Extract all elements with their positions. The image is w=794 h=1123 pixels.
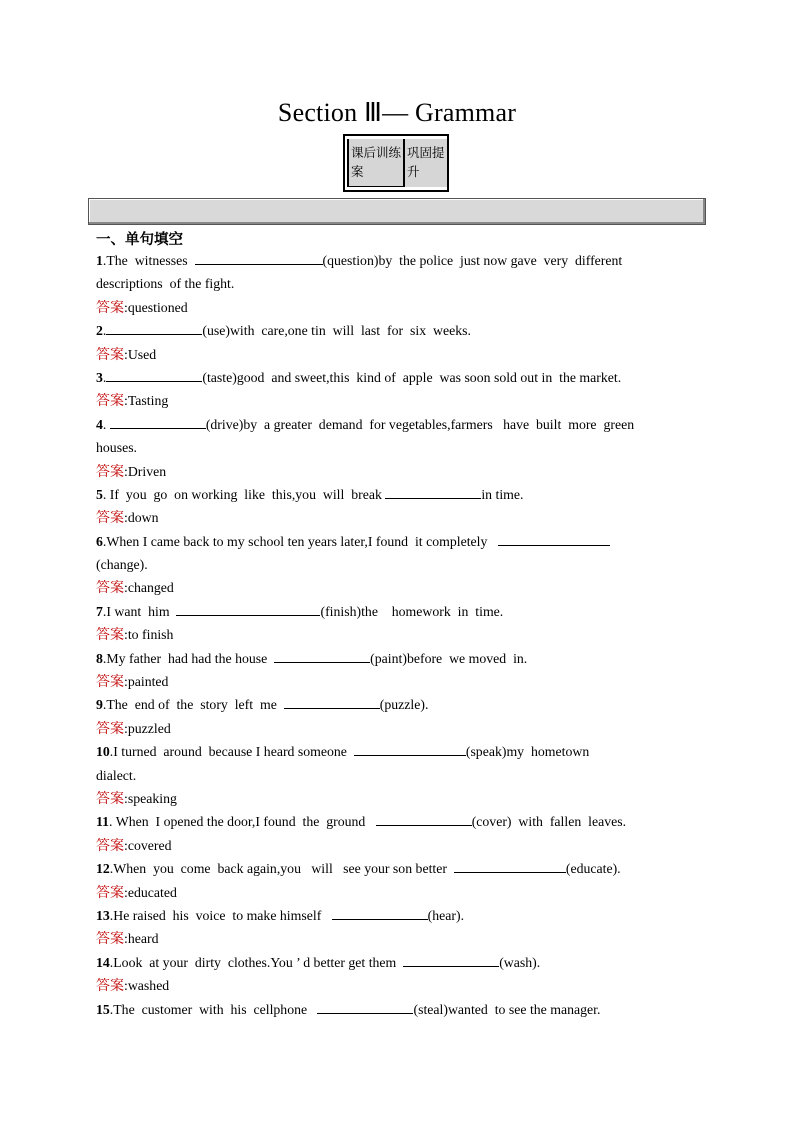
question-line bbox=[96, 647, 676, 670]
badge-underline bbox=[349, 186, 403, 187]
answer-line bbox=[96, 834, 676, 857]
question-text: (change). bbox=[96, 557, 148, 573]
question-number: 11 bbox=[96, 814, 110, 830]
answer-line bbox=[96, 787, 676, 810]
question-number: 14 bbox=[96, 954, 110, 970]
question-text: . bbox=[102, 369, 107, 385]
question-number: 4 bbox=[96, 416, 103, 432]
question-number: 5 bbox=[96, 486, 103, 502]
question-line bbox=[96, 366, 676, 389]
answer-label: 答案 bbox=[96, 837, 124, 854]
answer-label: 答案 bbox=[96, 674, 124, 691]
answer-blank[interactable] bbox=[403, 951, 499, 967]
answer-line bbox=[96, 343, 676, 366]
question-text: (paint)before we moved in. bbox=[370, 650, 528, 666]
question-text: houses. bbox=[96, 440, 138, 456]
question-text: .The end of the story left me bbox=[102, 697, 284, 713]
answer-label: 答案 bbox=[96, 580, 124, 597]
answer-value: :Used bbox=[124, 346, 157, 362]
answer-value: :educated bbox=[124, 884, 177, 900]
answer-value: :Tasting bbox=[124, 393, 169, 409]
question-text: (educate). bbox=[565, 861, 621, 877]
question-line bbox=[96, 436, 676, 459]
answer-label: 答案 bbox=[96, 510, 124, 527]
answer-value: :painted bbox=[124, 674, 169, 690]
question-text: .Look at your dirty clothes.You ’ d better get them bbox=[109, 954, 404, 970]
answer-line bbox=[96, 717, 676, 740]
badge-right-cell: 巩固提升 bbox=[405, 139, 447, 187]
answer-value: :changed bbox=[124, 580, 174, 596]
answer-blank[interactable] bbox=[454, 857, 566, 873]
question-text: dialect. bbox=[96, 767, 137, 783]
course-badge bbox=[343, 134, 449, 192]
question-text: (question)by the police just now gave very different bbox=[322, 253, 623, 268]
answer-line bbox=[96, 506, 676, 529]
question-text: (wash). bbox=[499, 954, 541, 970]
question-text: (drive)by a greater demand for vegetables,farmers have built more green bbox=[205, 416, 635, 432]
question-list bbox=[96, 249, 676, 1021]
question-line bbox=[96, 904, 676, 927]
question-number: 7 bbox=[96, 603, 103, 619]
answer-label: 答案 bbox=[96, 346, 124, 363]
question-number: 10 bbox=[96, 744, 110, 760]
answer-blank[interactable] bbox=[106, 366, 202, 382]
answer-label: 答案 bbox=[96, 978, 124, 995]
answer-line bbox=[96, 460, 676, 483]
question-line bbox=[96, 319, 676, 342]
question-text: . bbox=[102, 323, 107, 339]
answer-value: :questioned bbox=[124, 299, 188, 315]
question-number: 15 bbox=[96, 1001, 110, 1017]
answer-blank[interactable] bbox=[106, 319, 202, 335]
question-text: . If you go on working like this,you will break bbox=[102, 486, 386, 502]
question-line bbox=[96, 693, 676, 716]
answer-blank[interactable] bbox=[498, 530, 610, 546]
question-text: .I want him bbox=[102, 603, 177, 619]
question-text: (finish)the homework in time. bbox=[320, 603, 504, 619]
question-line bbox=[96, 810, 676, 833]
answer-blank[interactable] bbox=[274, 647, 370, 663]
question-text: .The customer with his cellphone bbox=[109, 1001, 318, 1017]
question-text: . bbox=[102, 416, 110, 432]
question-text: (cover) with fallen leaves. bbox=[471, 814, 627, 830]
answer-blank[interactable] bbox=[385, 483, 481, 499]
question-line bbox=[96, 998, 676, 1021]
answer-line bbox=[96, 974, 676, 997]
answer-line bbox=[96, 881, 676, 904]
question-line bbox=[96, 483, 676, 506]
answer-line bbox=[96, 670, 676, 693]
answer-label: 答案 bbox=[96, 790, 124, 807]
question-line bbox=[96, 857, 676, 880]
question-line bbox=[96, 272, 676, 295]
answer-value: :to finish bbox=[124, 627, 174, 643]
question-text: .When I came back to my school ten years later,I found it completely bbox=[102, 533, 498, 549]
question-text: (puzzle). bbox=[379, 697, 429, 713]
question-text: .The witnesses bbox=[102, 253, 195, 268]
answer-value: :heard bbox=[124, 931, 159, 947]
question-text: (use)with care,one tin will last for six weeks. bbox=[202, 323, 471, 339]
question-text: .My father had had the house bbox=[102, 650, 275, 666]
question-text: .He raised his voice to make himself bbox=[109, 907, 332, 923]
answer-value: :down bbox=[124, 510, 159, 526]
answer-label: 答案 bbox=[96, 299, 124, 316]
answer-value: :speaking bbox=[124, 790, 177, 806]
question-text: (speak)my hometown bbox=[465, 744, 590, 760]
question-text: (taste)good and sweet,this kind of apple was soon sold out in the market. bbox=[202, 369, 622, 385]
answer-line bbox=[96, 927, 676, 950]
answer-blank[interactable] bbox=[110, 413, 206, 429]
question-text: in time. bbox=[481, 486, 524, 502]
answer-blank[interactable] bbox=[284, 693, 380, 709]
answer-blank[interactable] bbox=[195, 249, 323, 265]
question-line bbox=[96, 553, 676, 576]
question-line bbox=[96, 764, 676, 787]
section-heading: 一、单句填空 bbox=[96, 232, 183, 248]
answer-label: 答案 bbox=[96, 884, 124, 901]
question-number: 8 bbox=[96, 650, 103, 666]
answer-blank[interactable] bbox=[354, 740, 466, 756]
question-number: 2 bbox=[96, 323, 103, 339]
answer-line bbox=[96, 623, 676, 646]
answer-line bbox=[96, 296, 676, 319]
question-text: .I turned around because I heard someone bbox=[109, 744, 354, 760]
badge-left-cell: 课后训练案 bbox=[347, 139, 405, 187]
question-text: descriptions of the fight. bbox=[96, 276, 235, 292]
question-line bbox=[96, 530, 676, 553]
answer-value: :Driven bbox=[124, 463, 167, 479]
question-number: 1 bbox=[96, 253, 103, 268]
question-line bbox=[96, 600, 676, 623]
question-text: (hear). bbox=[427, 907, 465, 923]
question-line bbox=[96, 413, 676, 436]
question-number: 3 bbox=[96, 369, 103, 385]
question-number: 6 bbox=[96, 533, 103, 549]
page-title: Section Ⅲ— Grammar bbox=[277, 98, 517, 127]
question-text: . When I opened the door,I found the ground bbox=[109, 814, 376, 830]
answer-label: 答案 bbox=[96, 463, 124, 480]
answer-line bbox=[96, 576, 676, 599]
question-line bbox=[96, 951, 676, 974]
answer-label: 答案 bbox=[96, 627, 124, 644]
answer-blank[interactable] bbox=[332, 904, 428, 920]
answer-line bbox=[96, 389, 676, 412]
question-text: (steal)wanted to see the manager. bbox=[413, 1001, 601, 1017]
answer-value: :puzzled bbox=[124, 720, 171, 736]
question-number: 9 bbox=[96, 697, 103, 713]
question-number: 12 bbox=[96, 861, 110, 877]
question-number: 13 bbox=[96, 907, 110, 923]
answer-value: :washed bbox=[124, 978, 170, 994]
answer-blank[interactable] bbox=[176, 600, 320, 616]
answer-blank[interactable] bbox=[376, 810, 472, 826]
answer-label: 答案 bbox=[96, 720, 124, 737]
question-line bbox=[96, 740, 676, 763]
answer-blank[interactable] bbox=[317, 998, 413, 1014]
question-text: .When you come back again,you will see your son better bbox=[109, 861, 454, 877]
question-line bbox=[96, 249, 676, 272]
answer-value: :covered bbox=[124, 837, 172, 853]
answer-label: 答案 bbox=[96, 393, 124, 410]
section-banner bbox=[88, 198, 706, 225]
answer-label: 答案 bbox=[96, 931, 124, 948]
